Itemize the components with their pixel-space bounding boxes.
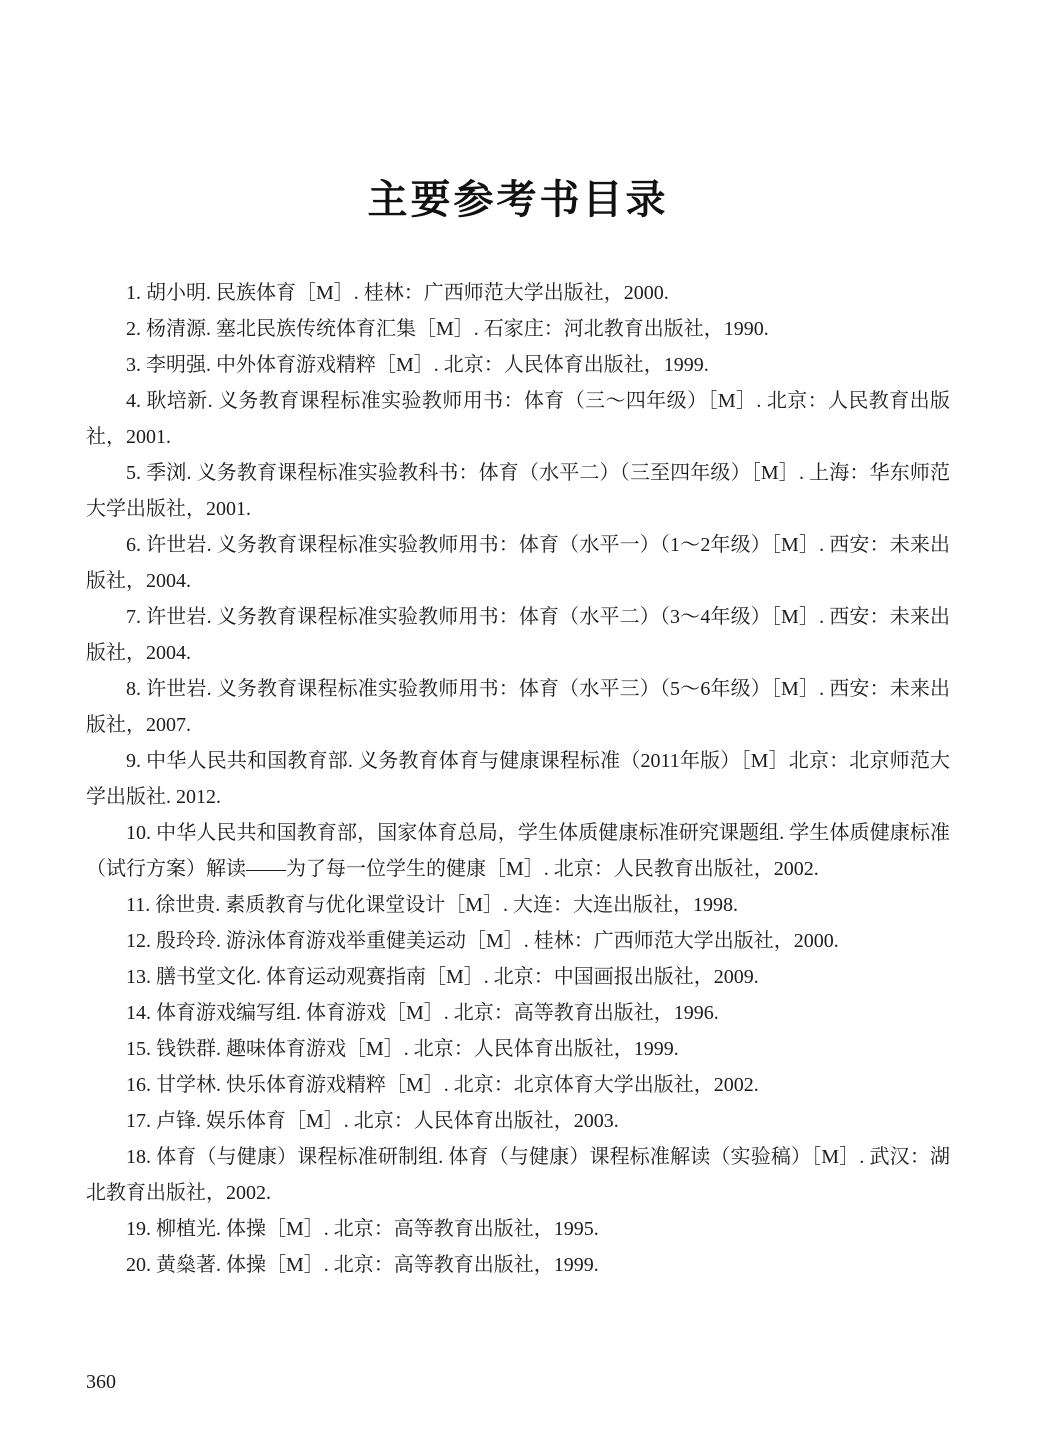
- reference-item: 6. 许世岩. 义务教育课程标准实验教师用书：体育（水平一）（1～2年级）［M］. 西安：未来出版社，2004.: [86, 534, 950, 592]
- reference-item: 8. 许世岩. 义务教育课程标准实验教师用书：体育（水平三）（5～6年级）［M］. 西安：未来出版社，2007.: [86, 678, 950, 736]
- reference-item: 2. 杨清源. 塞北民族传统体育汇集［M］. 石家庄：河北教育出版社，1990.: [126, 318, 769, 340]
- reference-item: 1. 胡小明. 民族体育［M］. 桂林：广西师范大学出版社，2000.: [126, 282, 669, 304]
- reference-item: 20. 黄燊著. 体操［M］. 北京：高等教育出版社，1999.: [126, 1254, 599, 1276]
- reference-item: 11. 徐世贵. 素质教育与优化课堂设计［M］. 大连：大连出版社，1998.: [126, 894, 739, 916]
- reference-item: 12. 殷玲玲. 游泳体育游戏举重健美运动［M］. 桂林：广西师范大学出版社，2000.: [126, 930, 839, 952]
- reference-item: 16. 甘学林. 快乐体育游戏精粹［M］. 北京：北京体育大学出版社，2002.: [126, 1074, 759, 1096]
- reference-item: 9. 中华人民共和国教育部. 义务教育体育与健康课程标准（2011年版）［M］北京：北京师范大学出版社. 2012.: [86, 750, 950, 808]
- reference-item: 7. 许世岩. 义务教育课程标准实验教师用书：体育（水平二）（3～4年级）［M］. 西安：未来出版社，2004.: [86, 606, 950, 664]
- reference-item: 19. 柳植光. 体操［M］. 北京：高等教育出版社，1995.: [126, 1218, 599, 1240]
- reference-item: 14. 体育游戏编写组. 体育游戏［M］. 北京：高等教育出版社，1996.: [126, 1002, 719, 1024]
- page-number: 360: [86, 1371, 116, 1393]
- reference-item: 10. 中华人民共和国教育部，国家体育总局，学生体质健康标准研究课题组. 学生体质健康标准（试行方案）解读——为了每一位学生的健康［M］. 北京：人民教育出版社，2002.: [86, 822, 950, 880]
- reference-item: 17. 卢锋. 娱乐体育［M］. 北京：人民体育出版社，2003.: [126, 1110, 619, 1132]
- page-title: 主要参考书目录: [367, 178, 669, 222]
- reference-item: 13. 膳书堂文化. 体育运动观赛指南［M］. 北京：中国画报出版社，2009.: [126, 966, 759, 988]
- reference-list: [86, 275, 950, 1283]
- reference-item: 5. 季浏. 义务教育课程标准实验教科书：体育（水平二）（三至四年级）［M］. 上海：华东师范大学出版社，2001.: [86, 462, 950, 520]
- reference-item: 3. 李明强. 中外体育游戏精粹［M］. 北京：人民体育出版社，1999.: [126, 354, 709, 376]
- reference-item: 4. 耿培新. 义务教育课程标准实验教师用书：体育（三～四年级）［M］. 北京：人民教育出版社，2001.: [86, 390, 950, 448]
- reference-item: 15. 钱铁群. 趣味体育游戏［M］. 北京：人民体育出版社，1999.: [126, 1038, 679, 1060]
- page-content: [86, 168, 950, 1283]
- reference-item: 18. 体育（与健康）课程标准研制组. 体育（与健康）课程标准解读（实验稿）［M］. 武汉：湖北教育出版社，2002.: [86, 1146, 950, 1204]
